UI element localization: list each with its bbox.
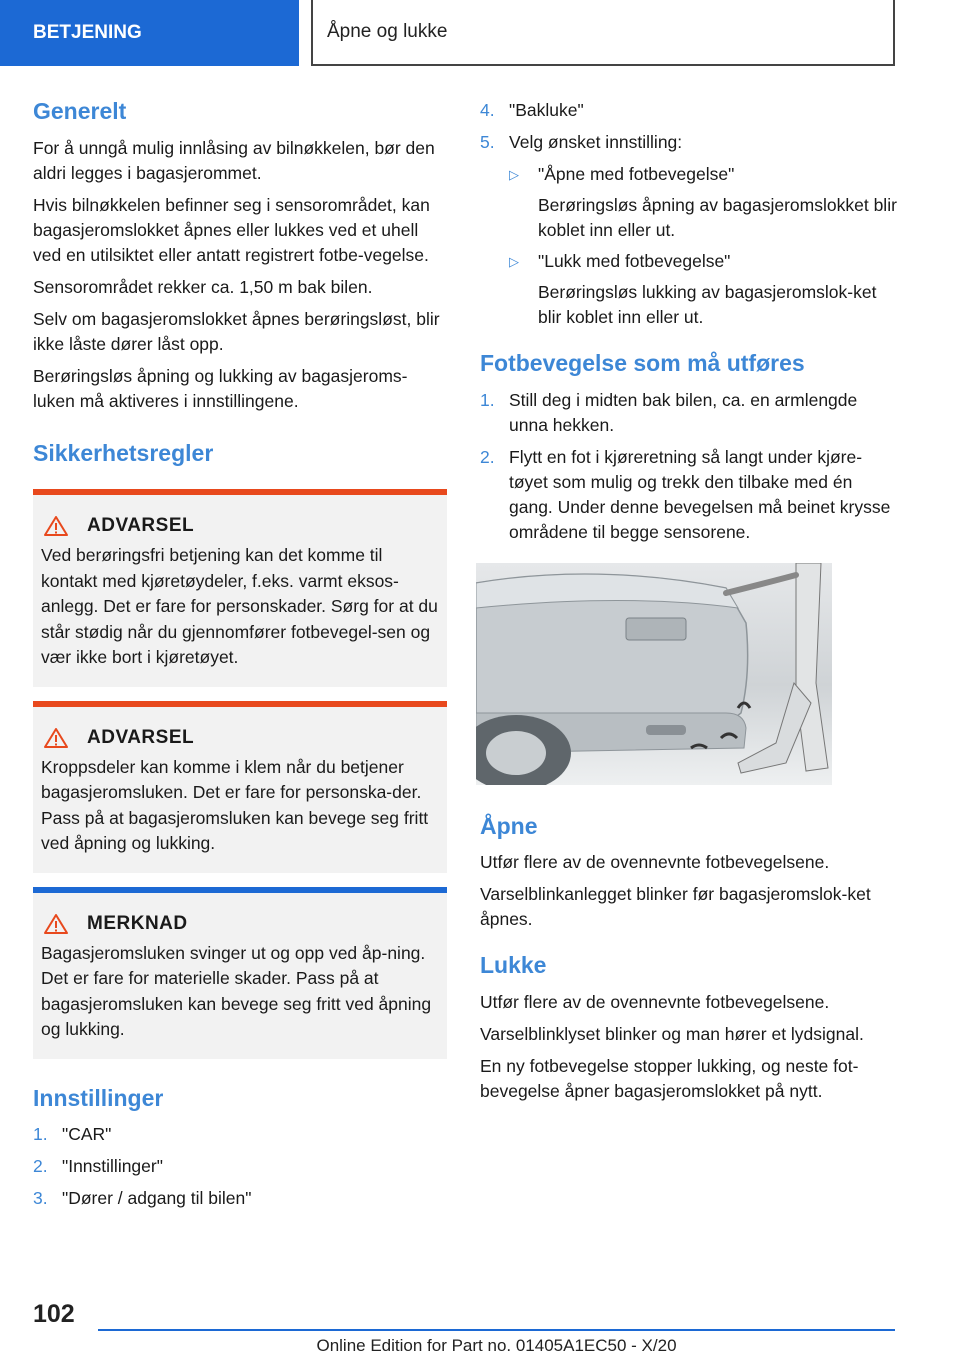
warning-text: Ved berøringsfri betjening kan det komme til kontakt med kjøretøydeler, f.eks. varmt eksos-anlegg. Det er fare for personskader. Sørg for at du står stødig når du gjennomfører fotbevegel-sen og vær ikke bort i kjøretøyet. bbox=[41, 545, 438, 668]
paragraph: For å unngå mulig innlåsing av bilnøkkelen, bør den aldri legges i bagasjerommet. bbox=[33, 137, 435, 183]
chapter-title-box bbox=[311, 0, 895, 66]
footer-divider bbox=[98, 1329, 895, 1331]
paragraph: En ny fotbevegelse stopper lukking, og neste fot-bevegelse åpner bagasjeromslokket på nytt. bbox=[480, 1055, 859, 1101]
option-item bbox=[509, 249, 900, 330]
paragraph: Varselblinkanlegget blinker før bagasjeromslok-ket åpnes. bbox=[480, 884, 871, 930]
option-label: "Lukk med fotbevegelse" bbox=[538, 251, 731, 271]
warning-triangle-icon bbox=[43, 727, 69, 749]
heading-apne: Åpne bbox=[480, 812, 538, 839]
warning-box bbox=[33, 489, 447, 687]
heading-lukke: Lukke bbox=[480, 952, 547, 979]
chapter-title: Åpne og lukke bbox=[327, 21, 448, 42]
heading-generelt: Generelt bbox=[33, 98, 127, 124]
heading-fotbevegelse: Fotbevegelse som må utføres bbox=[480, 350, 805, 376]
list-item: 5. Velg ønsket innstilling: bbox=[480, 132, 683, 152]
warning-triangle-icon bbox=[43, 515, 69, 537]
foot-motion-steps bbox=[480, 388, 900, 545]
triangle-bullet-icon: ▷ bbox=[509, 167, 519, 182]
option-description: Berøringsløs lukking av bagasjeromslok-ket blir koblet inn eller ut. bbox=[538, 282, 877, 327]
notice-triangle-icon bbox=[43, 913, 69, 935]
heading-sikkerhetsregler: Sikkerhetsregler bbox=[33, 439, 214, 466]
list-item: 2. "Innstillinger" bbox=[33, 1156, 163, 1177]
list-item: 3. "Dører / adgang til bilen" bbox=[33, 1188, 252, 1209]
section-label: BETJENING bbox=[33, 22, 142, 43]
settings-steps bbox=[33, 1122, 447, 1211]
option-list bbox=[509, 162, 900, 330]
section-tab bbox=[0, 0, 299, 66]
paragraph: Varselblinklyset blinker og man hører et lydsignal. bbox=[480, 1023, 864, 1044]
option-description: Berøringsløs åpning av bagasjeromslokket blir koblet inn eller ut. bbox=[538, 195, 897, 240]
paragraph: Utfør flere av de ovennevnte fotbevegelsene. bbox=[480, 852, 830, 873]
list-item: 1. "CAR" bbox=[33, 1124, 112, 1145]
warning-title: ADVARSEL bbox=[87, 726, 195, 748]
illustration-foot-gesture bbox=[476, 563, 832, 785]
paragraph: Utfør flere av de ovennevnte fotbevegelsene. bbox=[480, 991, 830, 1012]
list-item: 4. "Bakluke" bbox=[480, 100, 584, 120]
car-rear-illustration bbox=[476, 563, 832, 785]
triangle-bullet-icon: ▷ bbox=[509, 254, 519, 269]
option-item bbox=[509, 162, 900, 243]
left-column bbox=[33, 98, 447, 1218]
paragraph: Berøringsløs åpning og lukking av bagasjeroms-luken må aktiveres i innstillingene. bbox=[33, 365, 408, 411]
paragraph: Selv om bagasjeromslokket åpnes berøringsløst, blir ikke låste dører låst opp. bbox=[33, 308, 440, 354]
paragraph: Hvis bilnøkkelen befinner seg i sensorområdet, kan bagasjeromslokket åpnes eller lukkes ved et uhell ved en utilsiktet eller antatt registrert fotbe-vegelse. bbox=[33, 194, 430, 265]
notice-box bbox=[33, 887, 447, 1059]
warning-text: Kroppsdeler kan komme i klem når du betjener bagasjeromsluken. Det er fare for personska-der. Pass på at bagasjeromsluken kan bevege seg fritt ved åpning og lukking. bbox=[41, 756, 429, 854]
list-item: 1. Still deg i midten bak bilen, ca. en armlengde unna hekken. bbox=[480, 389, 858, 435]
right-column bbox=[480, 98, 900, 1111]
option-label: "Åpne med fotbevegelse" bbox=[538, 164, 735, 184]
settings-steps-continued bbox=[480, 98, 900, 155]
warning-box bbox=[33, 701, 447, 873]
notice-text: Bagasjeromsluken svinger ut og opp ved åp-ning. Det er fare for materielle skader. Pass på at bagasjeromsluken kan bevege seg fritt ved åpning og lukking. bbox=[41, 942, 432, 1040]
notice-title: MERKNAD bbox=[87, 912, 188, 934]
list-item: 2. Flytt en fot i kjøreretning så langt under kjøre-tøyet som mulig og trekk den tilbake med én gang. Under denne bevegelsen må beinet krysse områdene til begge sensorene. bbox=[480, 446, 891, 542]
warning-title: ADVARSEL bbox=[87, 515, 195, 537]
heading-innstillinger: Innstillinger bbox=[33, 1084, 164, 1111]
page-number: 102 bbox=[33, 1300, 75, 1328]
edition-note: Online Edition for Part no. 01405A1EC50 - X/20 bbox=[316, 1336, 677, 1355]
paragraph: Sensorområdet rekker ca. 1,50 m bak bilen. bbox=[33, 276, 373, 297]
